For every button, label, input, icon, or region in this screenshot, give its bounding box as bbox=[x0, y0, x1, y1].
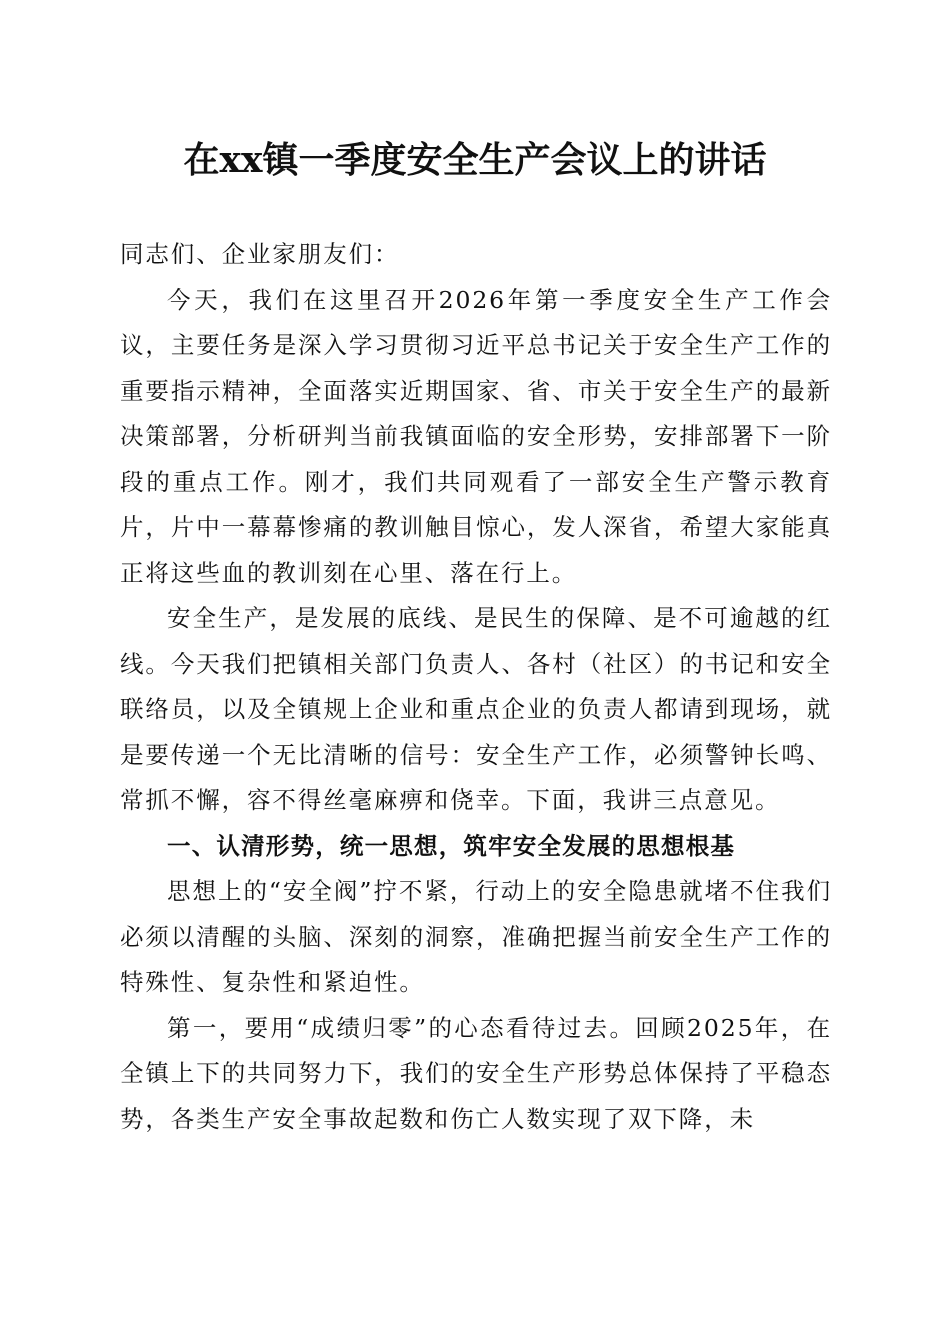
paragraph: 第一，要用“成绩归零”的心态看待过去。回顾2025年，在全镇上下的共同努力下，我们的安全生产形势总体保持了平稳态势，各类生产安全事故起数和伤亡人数实现了双下降，未 bbox=[120, 1013, 832, 1133]
document-body bbox=[120, 232, 832, 1142]
paragraph: 安全生产，是发展的底线、是民生的保障、是不可逾越的红线。今天我们把镇相关部门负责人、各村（社区）的书记和安全联络员，以及全镇规上企业和重点企业的负责人都请到现场，就是要传递一个无比清晰的信号：安全生产工作，必须警钟长鸣、常抓不懈，容不得丝毫麻痹和侥幸。下面，我讲三点意见。 bbox=[120, 604, 832, 814]
section-heading: 一、认清形势，统一思想，筑牢安全发展的思想根基 bbox=[167, 831, 736, 860]
paragraph: 今天，我们在这里召开2026年第一季度安全生产工作会议，主要任务是深入学习贯彻习近平总书记关于安全生产工作的重要指示精神，全面落实近期国家、省、市关于安全生产的最新决策部署，分析研判当前我镇面临的安全形势，安排部署下一阶段的重点工作。刚才，我们共同观看了一部安全生产警示教育片，片中一幕幕惨痛的教训触目惊心，发人深省，希望大家能真正将这些血的教训刻在心里、落在行上。 bbox=[120, 285, 832, 587]
page-title: 在xx镇一季度安全生产会议上的讲话 bbox=[183, 139, 767, 181]
salutation: 同志们、企业家朋友们： bbox=[120, 240, 400, 268]
paragraph: 思想上的“安全阀”拧不紧，行动上的安全隐患就堵不住我们必须以清醒的头脑、深刻的洞察，准确把握当前安全生产工作的特殊性、复杂性和紧迫性。 bbox=[120, 877, 832, 996]
